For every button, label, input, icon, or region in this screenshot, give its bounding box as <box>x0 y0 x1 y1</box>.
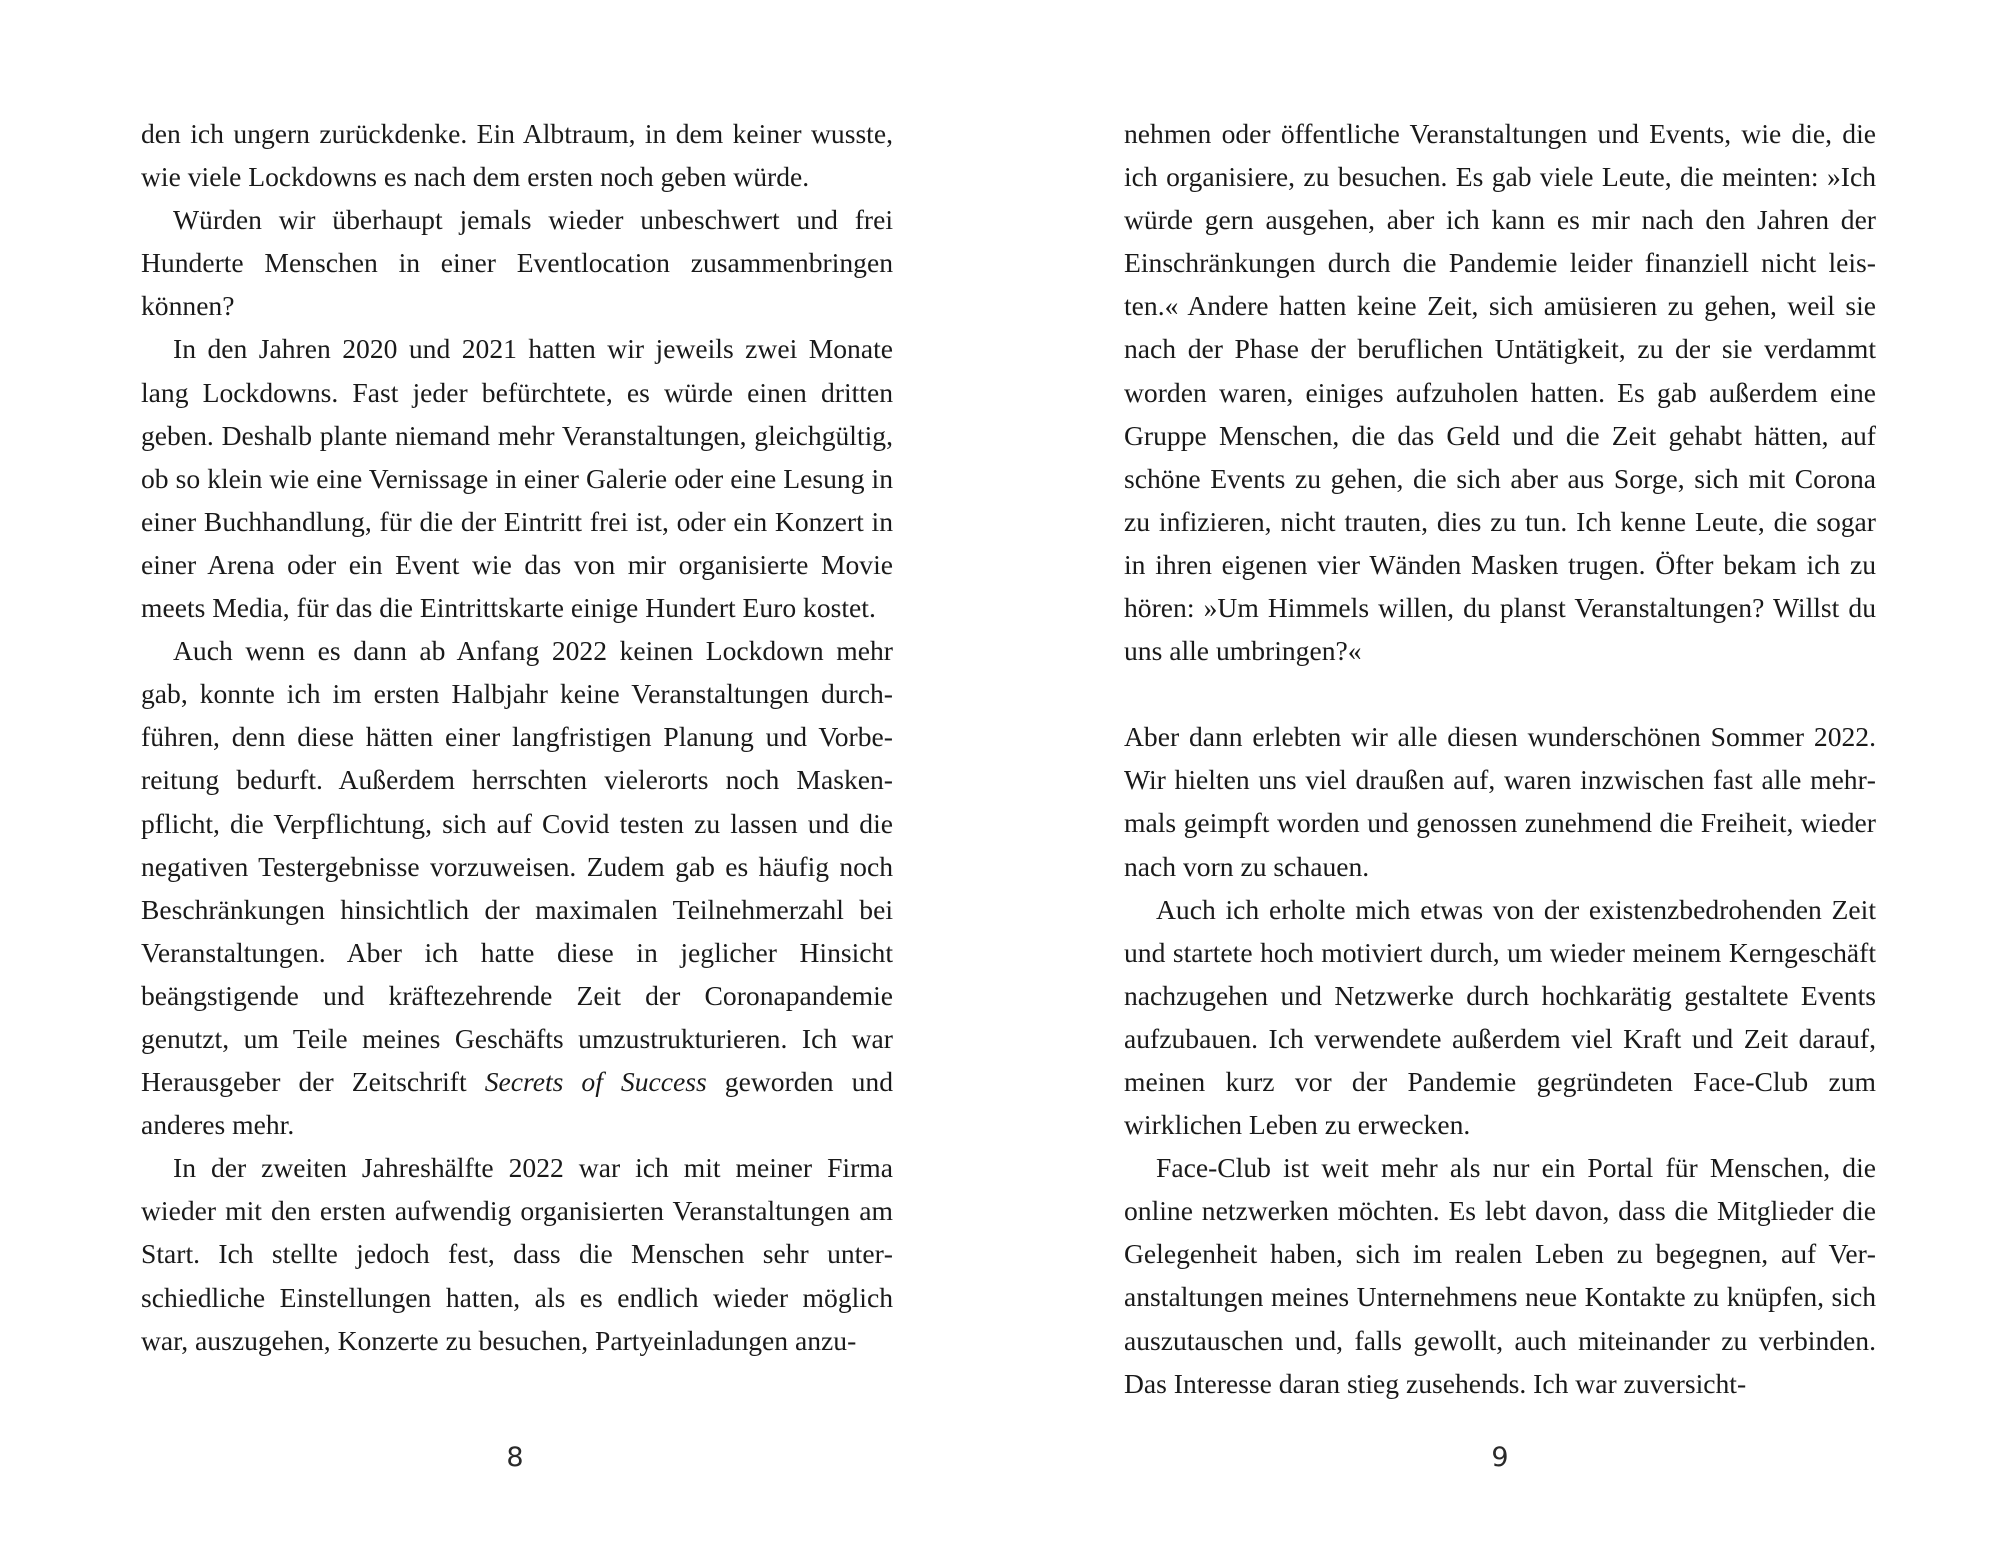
right-text-column <box>1124 112 1876 1405</box>
magazine-title: Secrets of Success <box>484 1066 707 1098</box>
page-number: 8 <box>506 1442 524 1473</box>
page-number: 9 <box>1491 1442 1509 1473</box>
paragraph: Auch ich erholte mich etwas von der existenzbedrohenden Zeit und startete hoch motiviert durch, um wieder meinem Kerngeschäft nachzugehen und Netzwerke durch hochkarätig gestaltete Events aufzubauen. Ich verwendete außerdem viel Kraft und Zeit darauf, meinen kurz vor der Pandemie gegründeten Face-Club zum wirklichen Leben zu erwecken. <box>1124 893 1876 1141</box>
paragraph-text: Auch wenn es dann ab Anfang 2022 keinen Lockdown mehr gab, konnte ich im ersten Halbjahr keine Veranstaltungen durchführen, denn diese hätten einer langfristigen Planung und Vorbereitung bedurft. Außerdem herrschten vielerorts noch Maskenpflicht, die Verpflichtung, sich auf Covid testen zu lassen und die negativen Testergebnisse vorzuweisen. Zudem gab es häufig noch Beschränkungen hinsichtlich der maximalen Teilnehmerzahl bei Veranstaltungen. Aber ich hatte diese in jeglicher Hinsicht beängstigende und kräftezehrende Zeit der Coronapandemie genutzt, um Teile meines Geschäfts umzustrukturieren. Ich war Herausgeber der Zeitschrift <box>141 635 893 1098</box>
paragraph-text: geworden und anderes mehr. <box>141 1066 894 1141</box>
paragraph <box>141 629 893 1146</box>
paragraph: Face-Club ist weit mehr als nur ein Portal für Menschen, die online netzwerken möchten. Es lebt davon, dass die Mitglieder die Gelegenheit haben, sich im realen Leben zu begegnen, auf Veranstaltungen meines Unternehmens neue Kontakte zu knüpfen, sich auszutauschen und, falls gewollt, auch miteinander zu verbinden. Das Interesse daran stieg zusehends. Ich war zuversicht- <box>1124 1152 1876 1399</box>
paragraph: In den Jahren 2020 und 2021 hatten wir jeweils zwei Monate lang Lockdowns. Fast jeder befürchtete, es würde einen dritten geben. Deshalb plante niemand mehr Veranstaltungen, gleichgültig, ob so klein wie eine Vernissage in einer Galerie oder eine Lesung in einer Buchhandlung, für die der Eintritt frei ist, oder ein Konzert in einer Arena oder ein Event wie das von mir organisierte Movie meets Media, für das die Eintrittskarte einige Hundert Euro kostet. <box>141 333 893 624</box>
paragraph: den ich ungern zurückdenke. Ein Albtraum, in dem keiner wusste, wie viele Lockdowns es nach dem ersten noch geben würde. <box>141 118 893 193</box>
paragraph: Würden wir überhaupt jemals wieder unbeschwert und frei Hunderte Menschen in einer Eventlocation zusammenbringen können? <box>141 204 893 322</box>
paragraph: Aber dann erlebten wir alle diesen wunderschönen Sommer 2022. Wir hielten uns viel draußen auf, waren inzwischen fast alle mehrmals geimpft worden und genossen zunehmend die Freiheit, wieder nach vorn zu schauen. <box>1124 721 1876 882</box>
paragraph: nehmen oder öffentliche Veranstaltungen und Events, wie die, die ich organisiere, zu besuchen. Es gab viele Leute, die meinten: »Ich würde gern ausgehen, aber ich kann es mir nach den Jahren der Einschränkungen durch die Pandemie leider finanziell nicht leisten.« Andere hatten keine Zeit, sich amüsieren zu gehen, weil sie nach der Phase der beruflichen Untätigkeit, zu der sie verdammt worden waren, einiges aufzuholen hatten. Es gab außerdem eine Gruppe Menschen, die das Geld und die Zeit gehabt hätten, auf schöne Events zu gehen, die sich aber aus Sorge, sich mit Corona zu infizieren, nicht trauten, dies zu tun. Ich kenne Leute, die sogar in ihren eigenen vier Wänden Masken trugen. Öfter bekam ich zu hören: »Um Himmels willen, du planst Veranstaltungen? Willst du uns alle umbringen?« <box>1124 118 1876 667</box>
right-page <box>1000 0 2000 1556</box>
left-text-column <box>141 112 893 1362</box>
paragraph: In der zweiten Jahreshälfte 2022 war ich mit meiner Firma wieder mit den ersten aufwendig organisierten Veranstaltungen am Start. Ich stellte jedoch fest, dass die Menschen sehr unterschiedliche Einstellungen hatten, als es endlich wieder möglich war, auszugehen, Konzerte zu besuchen, Partyeinladungen anzu- <box>141 1152 893 1356</box>
section-break <box>1124 672 1876 715</box>
